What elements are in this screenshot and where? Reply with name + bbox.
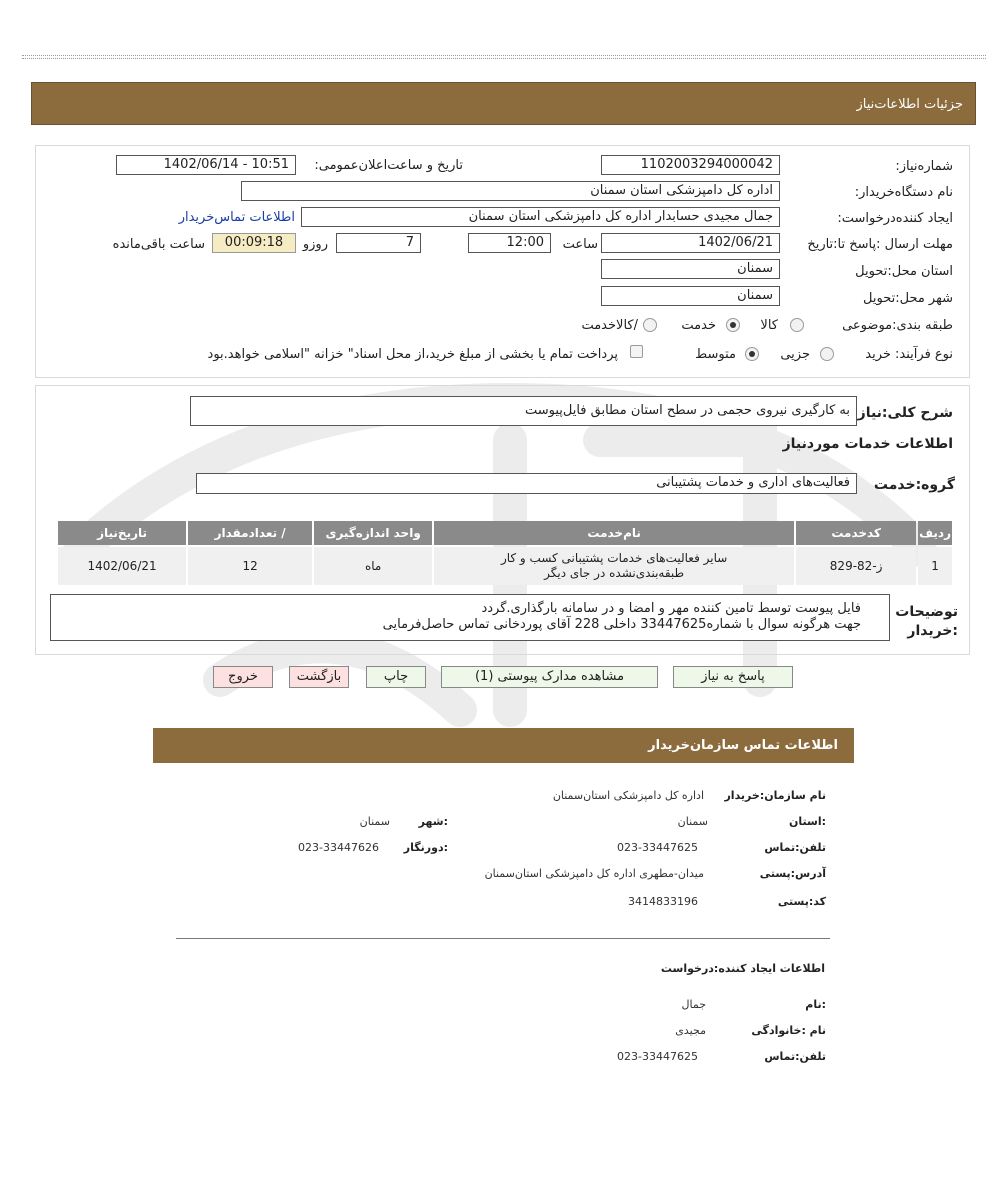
process-option-minor: جزیی xyxy=(780,347,810,362)
table-row xyxy=(58,547,952,585)
col-code: کدخدمت xyxy=(796,521,916,545)
remaining-timer: 00:09:18 xyxy=(212,233,296,253)
contact-header xyxy=(153,728,854,763)
row-index: 1 xyxy=(918,547,952,585)
group-label: گروه:خدمت xyxy=(873,477,955,493)
summary-field: به کارگیری نیروی حجمی در سطح استان مطابق فایل‌پیوست xyxy=(190,396,857,426)
remaining-label: ساعت باقی‌مانده xyxy=(112,237,205,252)
col-date: تاریخ‌نیاز xyxy=(58,521,186,545)
need-number-label: شماره‌نیاز: xyxy=(895,159,953,174)
treasury-payment-checkbox[interactable] xyxy=(630,345,643,358)
phone-label: تلفن:تماس xyxy=(764,841,826,854)
phone-value: 023-33447625 xyxy=(617,841,698,854)
deadline-date-field: 1402/06/21 xyxy=(601,233,780,253)
creator-field: جمال مجیدی حسابدار اداره کل دامپزشکی استان سمنان xyxy=(301,207,780,227)
postal-value: 3414833196 xyxy=(628,895,698,908)
buyer-contact-link[interactable]: اطلاعات تماس‌خریدار xyxy=(178,210,295,225)
treasury-payment-text: پرداخت تمام یا بخشی از مبلغ خرید،از محل اسناد" خزانه "اسلامی خواهد.بود xyxy=(207,347,618,362)
address-value: میدان-مطهری اداره کل دامپزشکی استان‌سمنان xyxy=(484,867,704,880)
services-heading: اطلاعات خدمات موردنیاز xyxy=(782,436,953,452)
contact-province-value: سمنان xyxy=(677,815,708,828)
col-row: ردیف xyxy=(918,521,952,545)
city-field: سمنان xyxy=(601,286,780,306)
page-title: جزئیات اطلاعات‌نیاز xyxy=(856,97,963,112)
contact-city-value: سمنان xyxy=(359,815,390,828)
row-qty: 12 xyxy=(188,547,312,585)
page-header xyxy=(31,82,976,125)
creator-phone-value: 023-33447625 xyxy=(617,1050,698,1063)
summary-label: شرح کلی:نیاز xyxy=(857,405,953,421)
creator-name-value: جمال xyxy=(681,998,706,1011)
category-label: طبقه بندی:موضوعی xyxy=(842,318,953,333)
services-table xyxy=(56,519,954,587)
print-button[interactable]: چاپ xyxy=(366,666,426,688)
deadline-label: مهلت ارسال :پاسخ تا:تاریخ xyxy=(807,237,953,252)
creator-label: ایجاد کننده‌درخواست: xyxy=(837,211,953,226)
province-field: سمنان xyxy=(601,259,780,279)
deadline-time-field: 12:00 xyxy=(468,233,551,253)
days-field: 7 xyxy=(336,233,421,253)
category-option-service: خدمت xyxy=(681,318,716,333)
creator-family-label: نام :خانوادگی xyxy=(751,1024,826,1037)
back-button[interactable]: بازگشت xyxy=(289,666,349,688)
exit-button[interactable]: خروج xyxy=(213,666,273,688)
creator-name-label: :نام xyxy=(805,998,826,1011)
top-divider xyxy=(22,55,986,59)
city-label: شهر محل:تحویل xyxy=(863,291,953,306)
announce-label: تاریخ و ساعت‌اعلان‌عمومی: xyxy=(314,158,463,173)
creator-phone-label: تلفن:تماس xyxy=(764,1050,826,1063)
notes-line-2: جهت هرگونه سوال با شماره33447625 داخلی 228 آقای پوردخانی تماس حاصل‌فرمایی xyxy=(382,617,861,632)
buyer-label: نام دستگاه‌خریدار: xyxy=(854,185,953,200)
contact-city-label: :شهر xyxy=(418,815,448,828)
creator-section-title: اطلاعات ایجاد کننده:درخواست xyxy=(660,962,825,975)
creator-family-value: مجیدی xyxy=(675,1024,706,1037)
buyer-field: اداره کل دامپزشکی استان سمنان xyxy=(241,181,780,201)
days-label: روزو xyxy=(302,237,328,252)
announce-date-field: 1402/06/14 - 10:51 xyxy=(116,155,296,175)
notes-label: توضیحات :خریدار xyxy=(895,604,958,639)
org-label: نام سازمان:خریدار xyxy=(724,789,826,802)
address-label: آدرس:پستی xyxy=(759,867,826,880)
fax-value: 023-33447626 xyxy=(298,841,379,854)
category-radio-goods[interactable] xyxy=(790,318,804,332)
org-value: اداره کل دامپزشکی استان‌سمنان xyxy=(552,789,704,802)
row-date: 1402/06/21 xyxy=(58,547,186,585)
contact-title: اطلاعات تماس سازمان‌خریدار xyxy=(648,738,838,753)
process-radio-medium[interactable] xyxy=(745,347,759,361)
row-service-name: سایر فعالیت‌های خدمات پشتیبانی کسب و کار طبقه‌بندی‌نشده در جای دیگر xyxy=(434,547,794,585)
need-info-panel xyxy=(35,145,970,378)
view-attachments-button[interactable]: مشاهده مدارک پیوستی (1) xyxy=(441,666,658,688)
section-divider xyxy=(176,938,830,939)
notes-field xyxy=(50,594,890,641)
contact-province-label: :استان xyxy=(789,815,826,828)
process-radio-minor[interactable] xyxy=(820,347,834,361)
postal-label: کد:پستی xyxy=(777,895,826,908)
need-number-field: 1102003294000042 xyxy=(601,155,780,175)
process-option-medium: متوسط xyxy=(695,347,736,362)
row-unit: ماه xyxy=(314,547,432,585)
category-radio-service[interactable] xyxy=(726,318,740,332)
group-field: فعالیت‌های اداری و خدمات پشتیبانی xyxy=(196,473,857,494)
time-label: ساعت xyxy=(562,237,598,252)
col-qty: / تعدادمقدار xyxy=(188,521,312,545)
process-label: نوع فرآیند: خرید xyxy=(865,347,953,362)
reply-button[interactable]: پاسخ به نیاز xyxy=(673,666,793,688)
province-label: استان محل:تحویل xyxy=(855,264,953,279)
category-radio-goods-service[interactable] xyxy=(643,318,657,332)
col-name: نام‌خدمت xyxy=(434,521,794,545)
category-option-goods-service: /کالاخدمت xyxy=(581,318,638,333)
col-unit: واحد اندازه‌گیری xyxy=(314,521,432,545)
category-option-goods: کالا xyxy=(760,318,778,333)
row-code: ز-82-829 xyxy=(796,547,916,585)
fax-label: :دورنگار xyxy=(403,841,448,854)
services-table-header xyxy=(58,521,952,545)
notes-line-1: فایل پیوست توسط تامین کننده مهر و امضا و در سامانه بارگذاری.گردد xyxy=(481,601,861,616)
